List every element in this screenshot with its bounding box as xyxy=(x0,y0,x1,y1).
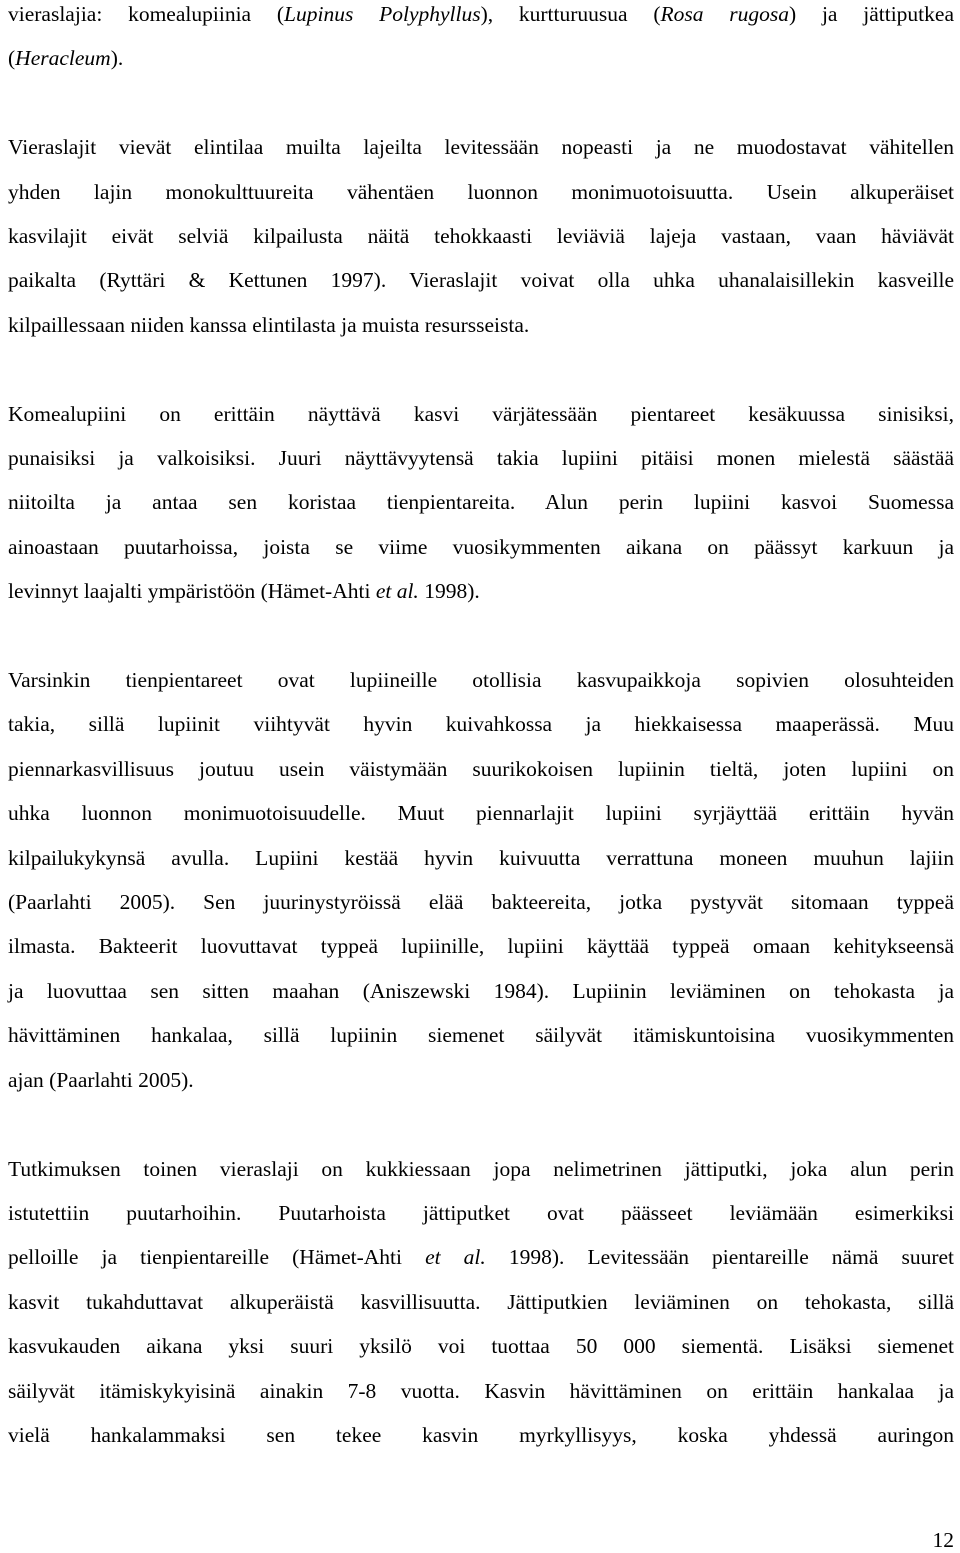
text-line: punaisiksi ja valkoisiksi. Juuri näyttävyytensä takia lupiini pitäisi monen mielestä säästää xyxy=(8,446,954,471)
text-line: kilpailukykynsä avulla. Lupiini kestää hyvin kuivuutta verrattuna moneen muuhun lajiin xyxy=(8,845,954,870)
text-line: säilyvät itämiskykyisinä ainakin 7-8 vuotta. Kasvin hävittäminen on erittäin hankalaa ja xyxy=(8,1378,954,1403)
text-line: ilmasta. Bakteerit luovuttavat typpeä lupiinille, lupiini käyttää typpeä omaan kehitykseensä xyxy=(8,934,954,959)
text-line: hävittäminen hankalaa, sillä lupiinin siemenet säilyvät itämiskuntoisina vuosikymmenten xyxy=(8,1023,954,1048)
text-line: niitoilta ja antaa sen koristaa tienpientareita. Alun perin lupiini kasvoi Suomessa xyxy=(8,490,954,515)
text-line: vieraslajia: komealupiinia (Lupinus Polyphyllus), kurtturuusua (Rosa rugosa) ja jättiputkea xyxy=(8,2,954,26)
text-line: ajan (Paarlahti 2005). xyxy=(8,1067,194,1092)
text-line: Komealupiini on erittäin näyttävä kasvi värjätessään pientareet kesäkuussa sinisiksi, xyxy=(8,401,954,426)
paragraph-5 xyxy=(8,1147,954,1458)
text-line: Varsinkin tienpientareet ovat lupiineille otollisia kasvupaikkoja sopivien olosuhteiden xyxy=(8,668,954,693)
text-line: kasvilajit eivät selviä kilpailusta näitä tehokkaasti leviäviä lajeja vastaan, vaan häviävät xyxy=(8,224,954,249)
text-line: vielä hankalammaksi sen tekee kasvin myrkyllisyys, koska yhdessä auringon xyxy=(8,1422,954,1447)
paragraph-gap xyxy=(8,614,954,658)
text-line: (Paarlahti 2005). Sen juurinystyröissä elää bakteereita, jotka pystyvät sitomaan typpeä xyxy=(8,890,954,915)
page-number: 12 xyxy=(932,1528,954,1552)
text-line: levinnyt laajalti ympäristöön (Hämet-Ahti et al. 1998). xyxy=(8,579,480,604)
text-line: takia, sillä lupiinit viihtyvät hyvin kuivahkossa ja hiekkaisessa maaperässä. Muu xyxy=(8,712,954,737)
paragraph-1 xyxy=(8,0,954,81)
text-line: piennarkasvillisuus joutuu usein väistymään suurikokoisen lupiinin tieltä, joten lupiini on xyxy=(8,756,954,781)
text-line: kilpaillessaan niiden kanssa elintilasta ja muista resursseista. xyxy=(8,312,530,337)
text-line: kasvukauden aikana yksi suuri yksilö voi tuottaa 50 000 siementä. Lisäksi siemenet xyxy=(8,1334,954,1359)
text-line: (Heracleum). xyxy=(8,46,124,71)
text-line: ainoastaan puutarhoissa, joista se viime vuosikymmenten aikana on päässyt karkuun ja xyxy=(8,534,954,559)
text-line: Tutkimuksen toinen vieraslaji on kukkiessaan jopa nelimetrinen jättiputki, joka alun perin xyxy=(8,1156,954,1181)
paragraph-4 xyxy=(8,658,954,1102)
paragraph-gap xyxy=(8,81,954,125)
paragraph-gap xyxy=(8,347,954,391)
paragraph-2 xyxy=(8,125,954,347)
text-line: Vieraslajit vievät elintilaa muilta lajeilta levitessään nopeasti ja ne muodostavat vähitellen xyxy=(8,135,954,160)
text-line: istutettiin puutarhoihin. Puutarhoista jättiputket ovat päässeet leviämään esimerkiksi xyxy=(8,1200,954,1225)
text-line: uhka luonnon monimuotoisuudelle. Muut piennarlajit lupiini syrjäyttää erittäin hyvän xyxy=(8,801,954,826)
paragraph-gap xyxy=(8,1102,954,1146)
text-line: ja luovuttaa sen sitten maahan (Aniszewski 1984). Lupiinin leviäminen on tehokasta ja xyxy=(8,978,954,1003)
paragraph-3 xyxy=(8,392,954,614)
text-line: kasvit tukahduttavat alkuperäistä kasvillisuutta. Jättiputkien leviäminen on tehokasta, sillä xyxy=(8,1289,954,1314)
text-line: yhden lajin monokulttuureita vähentäen luonnon monimuotoisuutta. Usein alkuperäiset xyxy=(8,179,954,204)
text-line: pelloille ja tienpientareille (Hämet-Ahti et al. 1998). Levitessään pientareille nämä suuret xyxy=(8,1245,954,1270)
document-page xyxy=(8,0,954,1457)
text-line: paikalta (Ryttäri & Kettunen 1997). Vieraslajit voivat olla uhka uhanalaisillekin kasveille xyxy=(8,268,954,293)
